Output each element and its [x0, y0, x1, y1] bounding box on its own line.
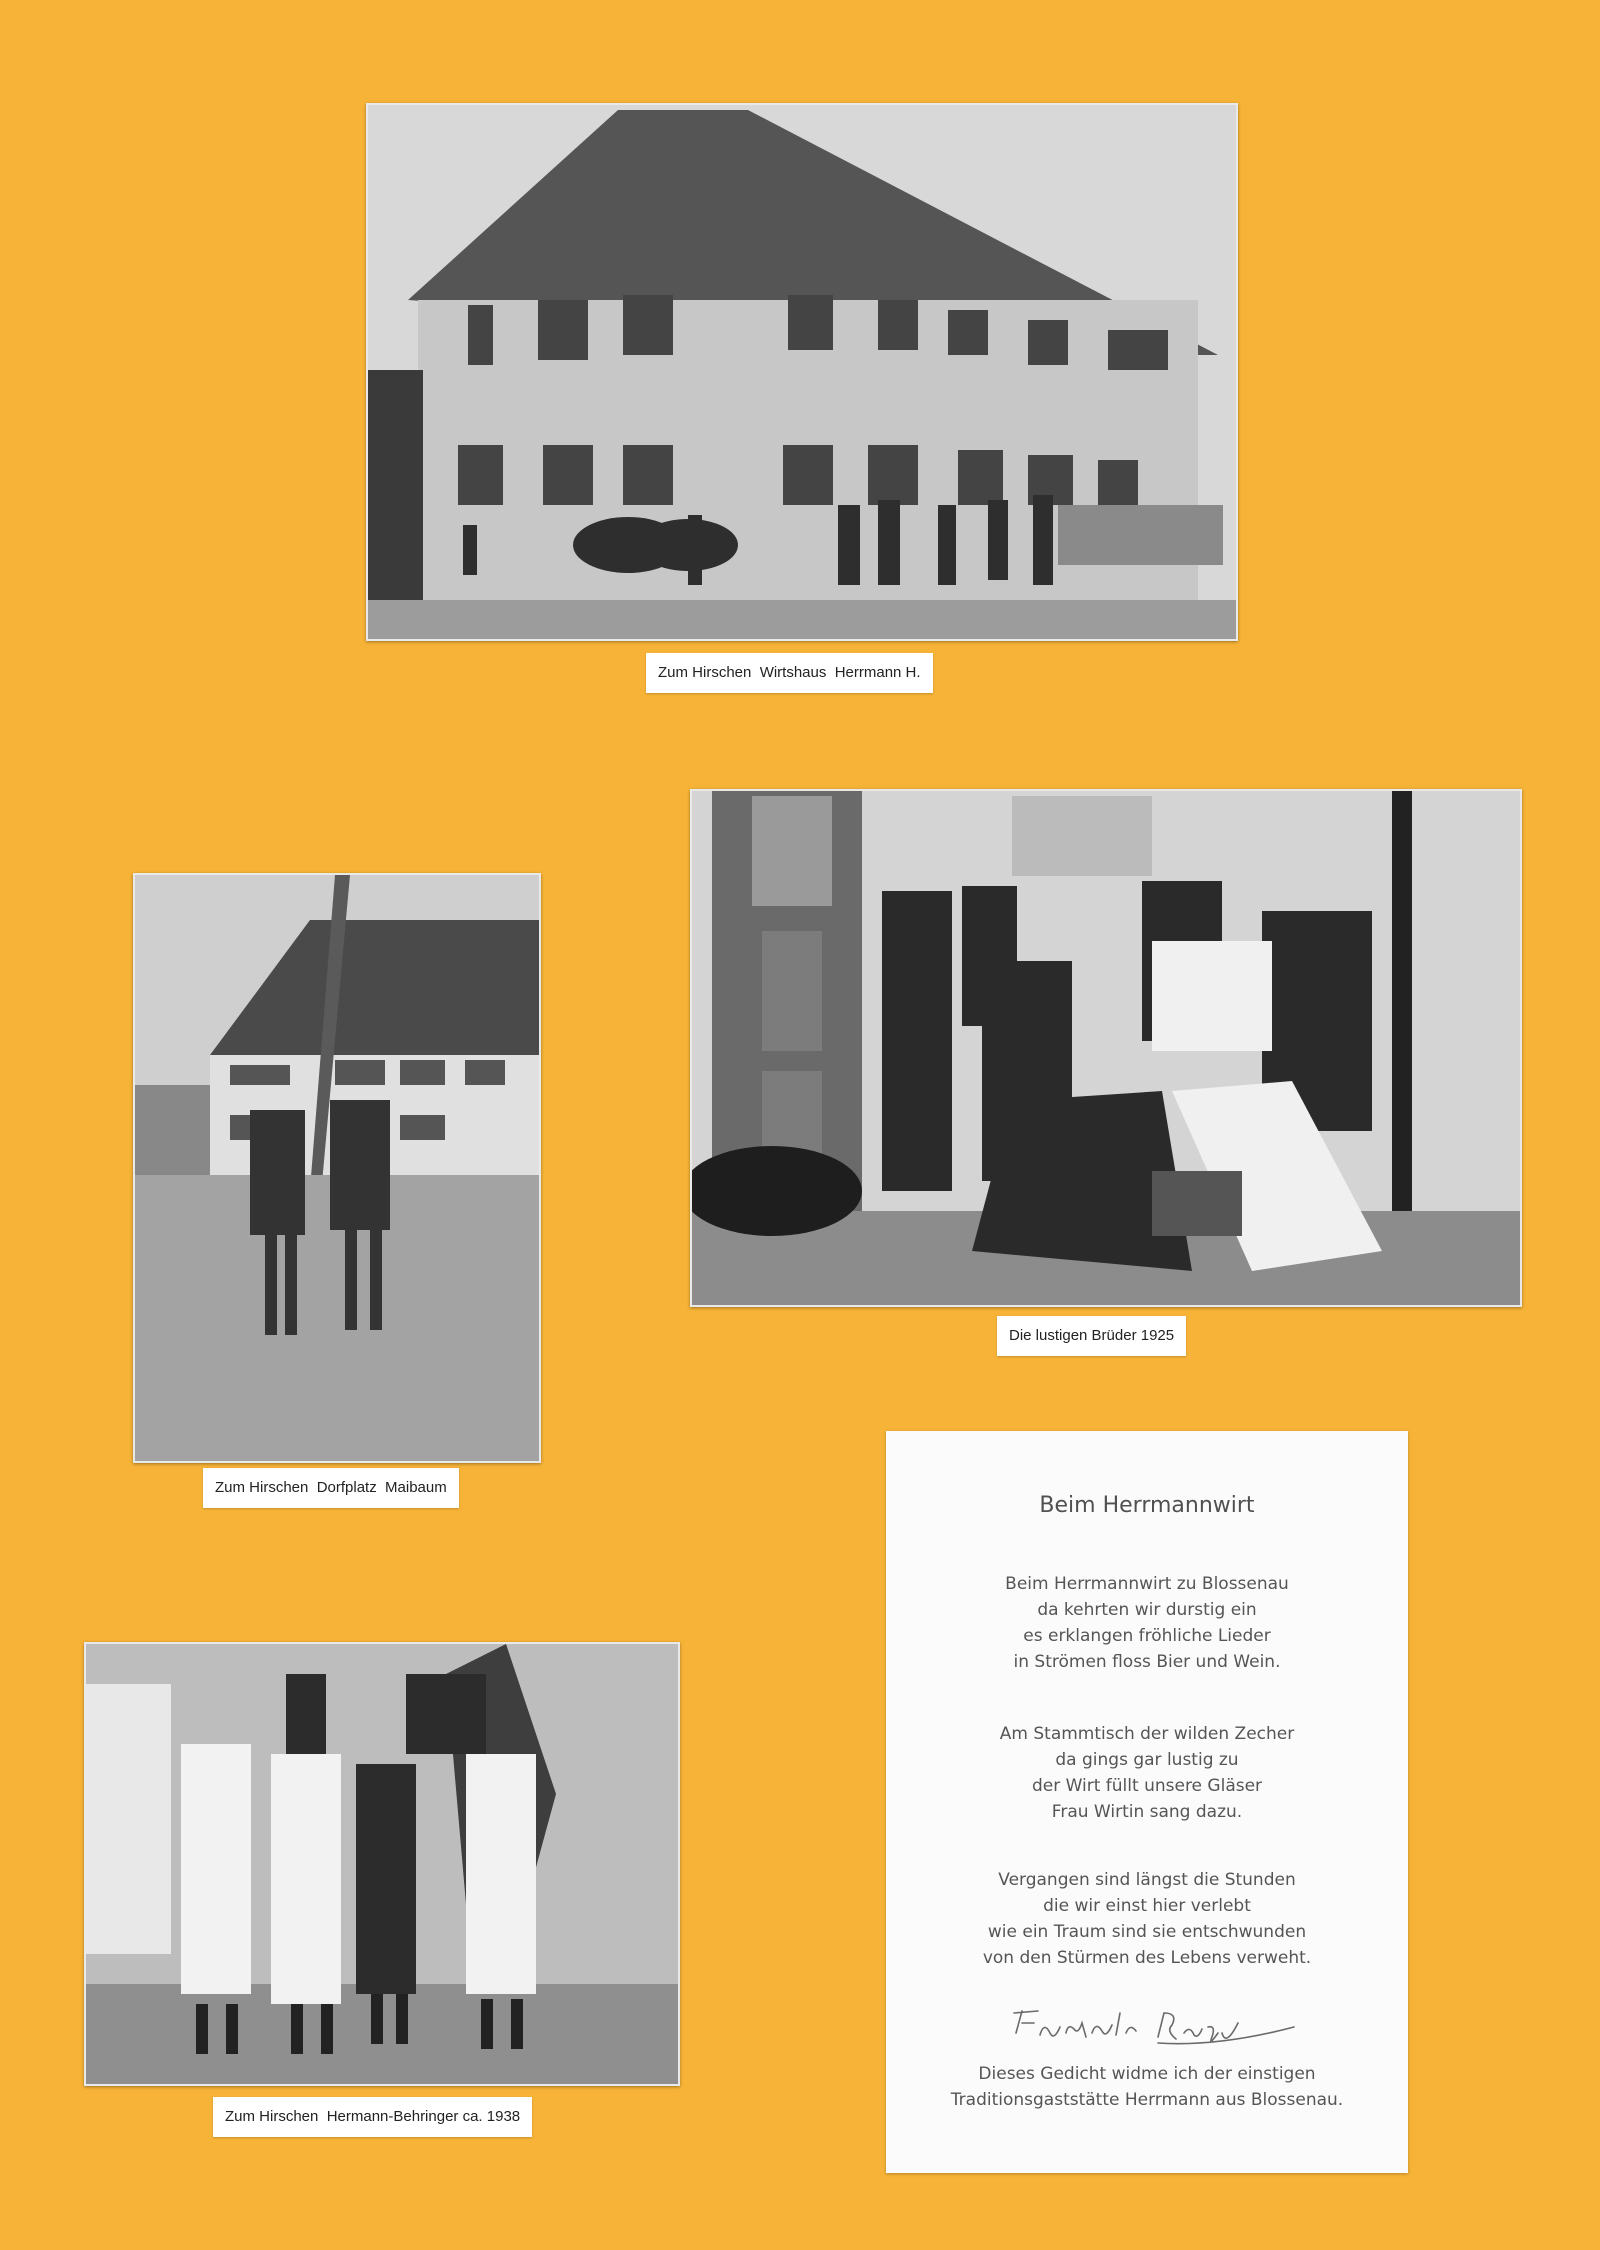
poem-line: wie ein Traum sind sie entschwunden: [987, 1922, 1307, 1942]
photo-wirtshaus: [366, 103, 1238, 641]
poem-title: Beim Herrmannwirt: [1039, 1493, 1255, 1518]
poem-line: da gings gar lustig zu: [1055, 1750, 1239, 1770]
poem-stanza-2: [886, 1721, 1408, 1825]
poem-line: von den Stürmen des Lebens verweht.: [982, 1948, 1312, 1968]
caption-dorfplatz: Zum Hirschen Dorfplatz Maibaum: [203, 1468, 459, 1508]
caption-wirtshaus: Zum Hirschen Wirtshaus Herrmann H.: [646, 653, 933, 693]
brueder-illustration: [692, 791, 1520, 1305]
poem-line: Am Stammtisch der wilden Zecher: [999, 1724, 1295, 1744]
caption-behringer: Zum Hirschen Hermann-Behringer ca. 1938: [213, 2097, 532, 2137]
poem-line: Beim Herrmannwirt zu Blossenau: [1005, 1574, 1289, 1594]
poem-line: die wir einst hier verlebt: [1043, 1896, 1251, 1916]
dedication-line: Traditionsgaststätte Herrmann aus Blossenau.: [950, 2090, 1344, 2110]
poem-line: Frau Wirtin sang dazu.: [1051, 1802, 1243, 1822]
dorfplatz-illustration: [135, 875, 539, 1461]
poem-stanza-3: [886, 1867, 1408, 1971]
poem-line: es erklangen fröhliche Lieder: [1023, 1626, 1271, 1646]
poem-line: in Strömen floss Bier und Wein.: [1013, 1652, 1281, 1672]
dedication-line: Dieses Gedicht widme ich der einstigen: [978, 2064, 1316, 2084]
photo-brueder: [690, 789, 1522, 1307]
photo-dorfplatz: [133, 873, 541, 1463]
poem-line: da kehrten wir durstig ein: [1037, 1600, 1257, 1620]
photo-behringer: [84, 1642, 680, 2086]
behringer-illustration: [86, 1644, 678, 2084]
poem-dedication: [886, 2061, 1408, 2113]
poem-line: Vergangen sind längst die Stunden: [998, 1870, 1296, 1890]
caption-brueder: Die lustigen Brüder 1925: [997, 1316, 1186, 1356]
poem-sheet: [886, 1431, 1408, 2173]
handwritten-signature: [1008, 2003, 1298, 2051]
poem-stanza-1: [886, 1571, 1408, 1675]
poem-line: der Wirt füllt unsere Gläser: [1031, 1776, 1263, 1796]
wirtshaus-illustration: [368, 105, 1236, 639]
